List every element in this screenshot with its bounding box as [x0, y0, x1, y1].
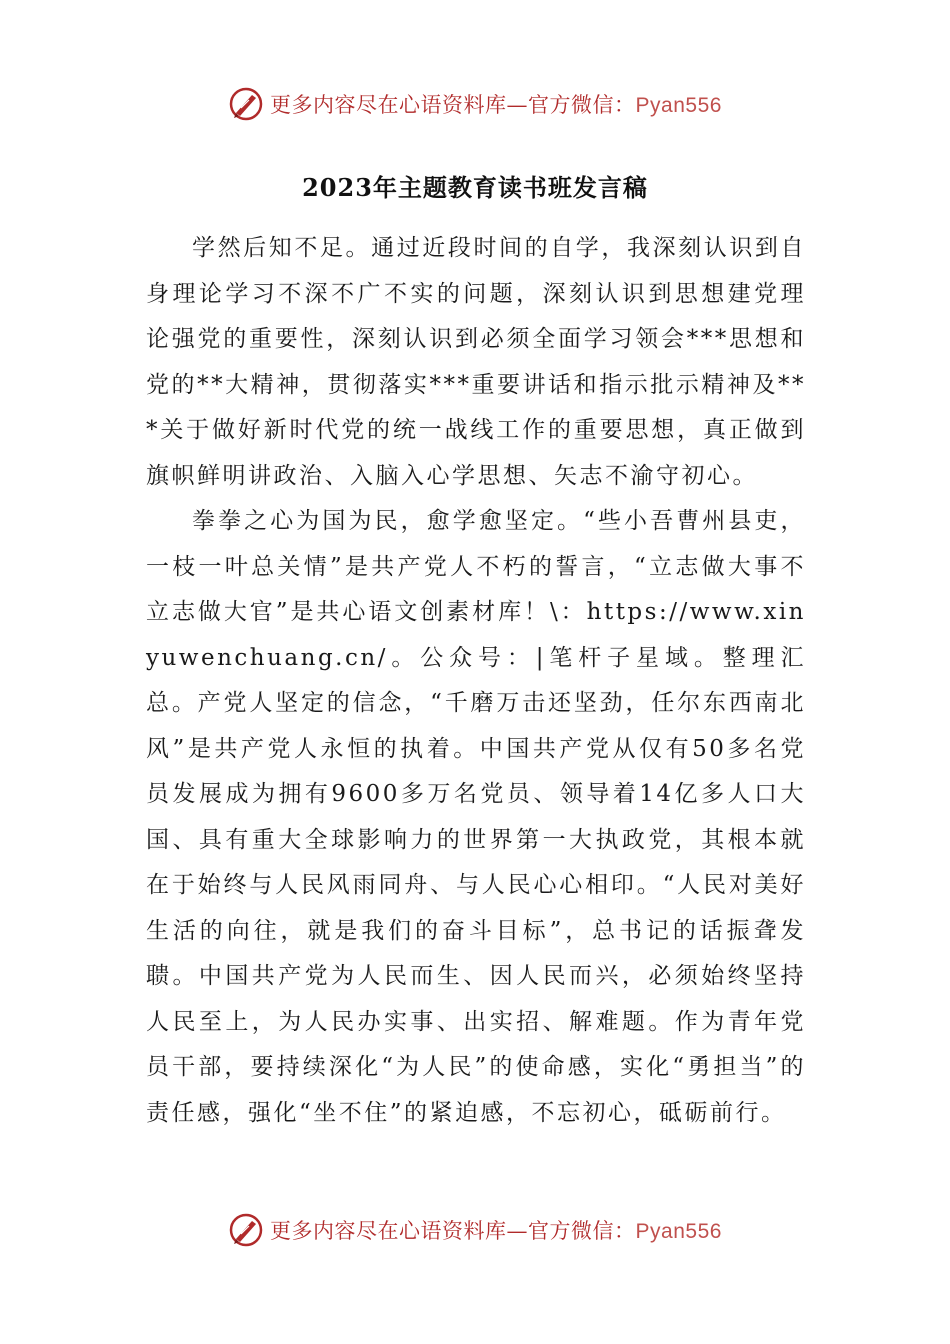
- footer-banner: [0, 1208, 950, 1252]
- pen-logo-icon: [228, 86, 264, 122]
- wechat-id: Pyan556: [635, 1220, 722, 1243]
- header-banner: [0, 82, 950, 126]
- wechat-id: Pyan556: [635, 94, 722, 117]
- pen-logo-icon: [228, 1212, 264, 1248]
- document-body: [146, 226, 806, 1136]
- banner-label: 更多内容尽在心语资料库—官方微信：Pyan556: [270, 1219, 722, 1243]
- document-title: 2023年主题教育读书班发言稿: [302, 173, 648, 202]
- paragraph: 学然后知不足。通过近段时间的自学，我深刻认识到自身理论学习不深不广不实的问题，深刻认识到思想建党理论强党的重要性，深刻认识到必须全面学习领会***思想和党的**大精神，贯彻落实***重要讲话和指示批示精神及***关于做好新时代党的统一战线工作的重要思想，真正做到旗帜鲜明讲政治、入脑入心学思想、矢志不渝守初心。: [146, 235, 806, 489]
- paragraph: 拳拳之心为国为民，愈学愈坚定。“些小吾曹州县吏，一枝一叶总关情”是共产党人不朽的誓言，“立志做大事不立志做大官”是共心语文创素材库！\：https://www.xinyuwenchuang.cn/。公众号：|笔杆子星域。整理汇总。产党人坚定的信念，“千磨万击还坚劲，任尔东西南北风”是共产党人永恒的执着。中国共产党从仅有50多名党员发展成为拥有9600多万名党员、领导着14亿多人口大国、具有重大全球影响力的世界第一大执政党，其根本就在于始终与人民风雨同舟、与人民心心相印。“人民对美好生活的向往，就是我们的奋斗目标”，总书记的话振聋发聩。中国共产党为人民而生、因人民而兴，必须始终坚持人民至上，为人民办实事、出实招、解难题。作为青年党员干部，要持续深化“为人民”的使命感，实化“勇担当”的责任感，强化“坐不住”的紧迫感，不忘初心，砥砺前行。: [146, 508, 806, 1126]
- banner-label: 更多内容尽在心语资料库—官方微信：Pyan556: [270, 93, 722, 117]
